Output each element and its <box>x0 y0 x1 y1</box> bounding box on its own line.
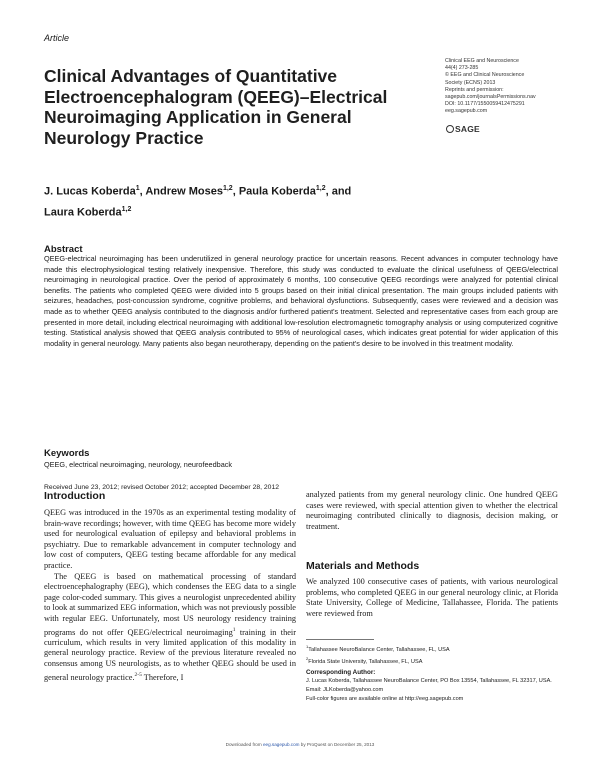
citation-ref: 2-5 <box>134 671 142 678</box>
journal-copyright: © EEG and Clinical Neuroscience <box>445 72 525 79</box>
affiliation-footnotes <box>306 643 558 666</box>
journal-society: Society (ECNS) 2013 <box>445 79 496 86</box>
author-affiliation: 1,2 <box>121 205 132 213</box>
journal-volume: 44(4) 273-285 <box>445 65 479 72</box>
citation-ref: 1 <box>232 626 236 633</box>
keywords-text: QEEG, electrical neuroimaging, neurology, neurofeedback <box>44 460 233 469</box>
journal-info <box>445 58 575 116</box>
introduction-continued-text: analyzed patients from my general neurology clinic. One hundred QEEG cases were reviewed, with special attention given to whether the electrical neuroimaging contributed clinically to diagnosis, decision making, or treatment. <box>306 490 558 531</box>
sage-logo-text: SAGE <box>455 124 480 134</box>
author-list: J. Lucas Koberda$^1$, Andrew Moses$^{1,2}$, Paula Koberda$^{1,2}$, and Laura Koberda$^{1,2}$ <box>44 185 352 219</box>
author-affiliation: 1,2 <box>315 185 326 192</box>
corresponding-address: J. Lucas Koberda, Tallahassee NeuroBalance Center, PO Box 13554, Tallahassee, FL 32317, USA. <box>306 678 552 684</box>
author-affiliation: 1 <box>135 185 140 192</box>
sage-logo-icon <box>446 125 454 133</box>
author-affiliation: 1,2 <box>222 185 233 192</box>
abstract-heading: Abstract <box>44 244 83 255</box>
journal-website-link[interactable]: eeg.sagepub.com <box>445 108 488 115</box>
footnote-divider <box>306 639 374 640</box>
author-name: J. Lucas Koberda <box>44 185 136 198</box>
received-dates: Received June 23, 2012; revised October 2012; accepted December 28, 2012 <box>44 484 280 491</box>
corresponding-email[interactable]: Email: JLKoberda@yahoo.com <box>306 686 384 693</box>
journal-permissions-link[interactable]: sagepub.com/journalsPermissions.nav <box>445 94 536 101</box>
methods-heading: Materials and Methods <box>306 560 420 572</box>
introduction-heading: Introduction <box>44 490 106 502</box>
download-footer: Downloaded from eeg.sagepub.com by ProQuest on December 25, 2013 <box>225 742 375 747</box>
journal-reprints: Reprints and permission: <box>445 86 504 93</box>
journal-name: Clinical EEG and Neuroscience <box>445 58 519 64</box>
download-site-link[interactable]: eeg.sagepub.com <box>262 742 300 747</box>
full-color-note: Full-color figures are available online at http://eeg.sagepub.com <box>306 695 464 702</box>
keywords-heading: Keywords <box>44 448 90 459</box>
author-name: Paula Koberda <box>238 185 316 198</box>
article-title: Clinical Advantages of Quantitative Electroencephalogram (QEEG)–Electrical Neuroimaging Application in General Neurology Practice <box>44 66 388 148</box>
article-type-label: Article <box>44 33 70 43</box>
sage-logo <box>446 124 480 134</box>
footnote: $^1$Tallahassee NeuroBalance Center, Tallahassee, FL, USA <box>306 644 450 653</box>
introduction-text <box>44 508 296 683</box>
author-name: Laura Koberda <box>44 206 122 219</box>
corresponding-author-heading: Corresponding Author: <box>306 669 376 676</box>
journal-doi: DOI: 10.1177/1550059412475291 <box>445 101 525 108</box>
methods-text: We analyzed 100 consecutive cases of patients, with various neurological problems, who completed QEEG in our general neurology clinic, at Florida State University, College of Medicine, Tallahassee, Florida. The patients were reviewed from <box>306 577 558 618</box>
introduction-paragraph: QEEG was introduced in the 1970s as an experimental testing modality of brain-wave recordings; however, with time QEEG has become more widely used for neurological evaluation of epilepsy and behavioral problems in psychiatry. Due to remarkable advancement in computer technology and low cost of computers, QEEG testing became affordable for any medical practice. <box>44 508 296 570</box>
abstract-text: QEEG-electrical neuroimaging has been underutilized in general neurology practice for uncertain reasons. Recent advances in computer technology have made this electrophysiological testing relatively inexpensive. Therefore, this study was conducted to evaluate the clinical usefulness of QEEG/electrical neuroimaging in neurological practice. Over the period of approximately 6 months, 100 consecutive QEEG recordings were analyzed for potential clinical benefits. The patients who completed QEEG were divided into 5 groups based on their initial clinical presentation. The main groups included patients with seizures, headaches, post-concussion syndrome, cognitive problems, and behavioral dysfunctions. Subsequently, cases were reviewed and a decision was made as to whether QEEG analysis contributed to the diagnosis and/or furthered patient's treatment. Selected and representative cases from each group are presented in more detail, including electrical neuroimaging with additional low-resolution electromagnetic tomography analysis or using computerized cognitive testing. Statistical analysis showed that QEEG analysis contributed to 95% of neurological cases, which indicates great potential for wider application of this modality in general neurology. Many patients also began neurotherapy, depending on the patient's desire to be involved in this treatment modality. <box>44 254 558 348</box>
footnote: $^2$Florida State University, Tallahassee, FL, USA <box>306 655 423 665</box>
author-name: Andrew Moses <box>145 185 223 198</box>
corresponding-author-details <box>306 677 558 703</box>
author-conjunction: and <box>331 185 352 198</box>
introduction-paragraph: The QEEG is based on mathematical processing of standard electroencephalography (EEG), which condenses the EEG data to a single page color-coded summary. This gives a neurologist unprecedented ability to look at summarized EEG information, which was not previously possible with regular EEG. Unfortunately, most US neurology residency training programs do not offer QEEG/electrical neuroimaging$^1$ training in their curriculum, which results in very limited application of this modality in general neurology practice. Review of the previous literature revealed no consensus among US neurologists, as to whether QEEG should be used in general neurology practice.$^{2-5}$ Therefore, I <box>44 571 296 682</box>
